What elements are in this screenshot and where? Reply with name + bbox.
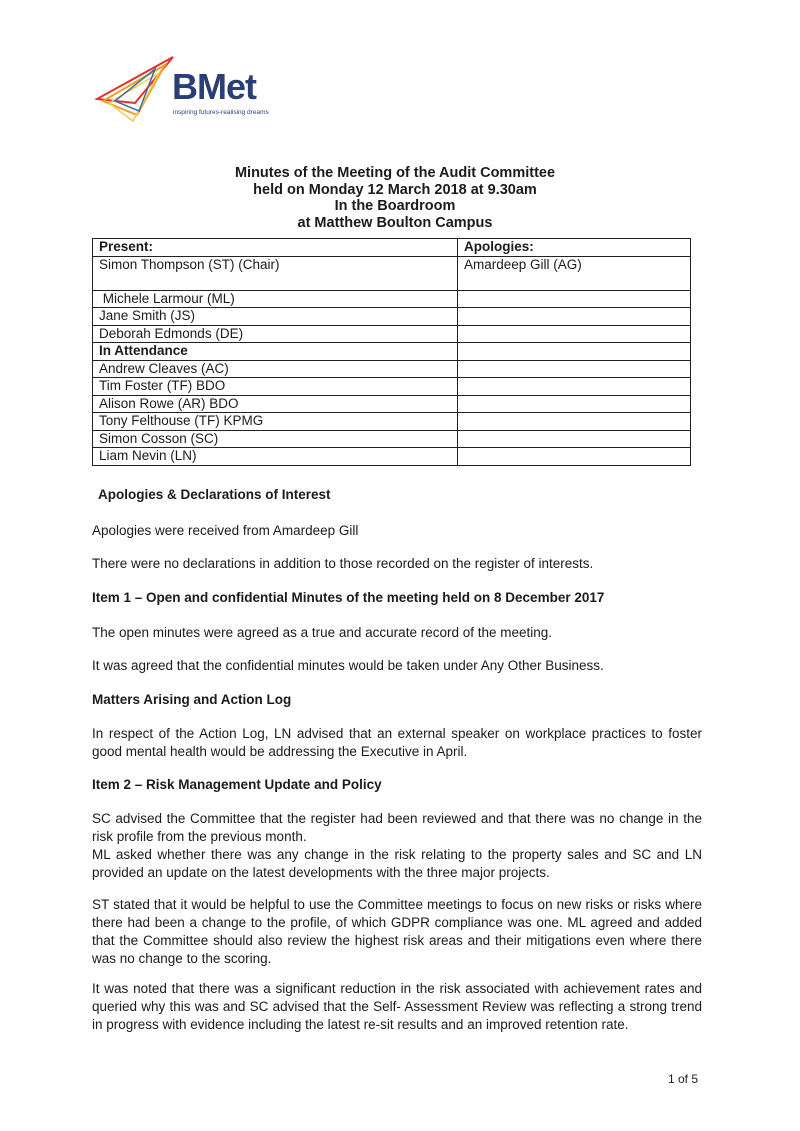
matters-paragraph: In respect of the Action Log, LN advised that an external speaker on workplace practices to foster good mental health would be addressing the Executive in April. bbox=[92, 726, 702, 759]
logo-swoosh-icon bbox=[95, 55, 175, 125]
in-attendance-label: In Attendance bbox=[93, 343, 458, 361]
present-cell: Simon Cosson (SC) bbox=[93, 430, 458, 448]
present-cell: Andrew Cleaves (AC) bbox=[93, 360, 458, 378]
bmet-logo bbox=[95, 55, 325, 125]
table-row bbox=[93, 430, 691, 448]
apology-cell bbox=[458, 430, 691, 448]
item2-paragraph-2: ST stated that it would be helpful to use the Committee meetings to focus on new risks or risks where there had been a change to the profile, of which GDPR compliance was one. ML agreed and added that the Committee should also review the highest risk areas and their mitigations even where there was no change to the scoring. bbox=[92, 897, 702, 966]
table-row bbox=[93, 448, 691, 466]
title-line-2: held on Monday 12 March 2018 at 9.30am bbox=[253, 181, 537, 198]
present-cell: Simon Thompson (ST) (Chair) bbox=[93, 256, 458, 290]
table-row bbox=[93, 256, 691, 290]
table-row bbox=[93, 360, 691, 378]
title-line-3: In the Boardroom bbox=[334, 198, 456, 214]
attendance-table bbox=[92, 238, 691, 466]
item2-paragraph-3: It was noted that there was a significant reduction in the risk associated with achievement rates and queried why this was and SC advised that the Self- Assessment Review was reflecting a strong trend in progress with evidence including the latest re-sit results and an improved retention rate. bbox=[92, 981, 702, 1032]
apology-cell bbox=[458, 413, 691, 431]
item2-paragraph-1a: SC advised the Committee that the register had been reviewed and that there was no change in the risk profile from the previous month. bbox=[92, 811, 702, 844]
present-cell: Michele Larmour (ML) bbox=[93, 290, 458, 308]
title-line-1: Minutes of the Meeting of the Audit Committee bbox=[234, 165, 556, 181]
item2-heading: Item 2 – Risk Management Update and Policy bbox=[92, 777, 382, 792]
item1-paragraph-2: It was agreed that the confidential minutes would be taken under Any Other Business. bbox=[92, 658, 604, 673]
apologies-header: Apologies: bbox=[458, 239, 691, 257]
table-header-row bbox=[93, 239, 691, 257]
table-row bbox=[93, 308, 691, 326]
present-cell: Tim Foster (TF) BDO bbox=[93, 378, 458, 396]
present-cell: Liam Nevin (LN) bbox=[93, 448, 458, 466]
apology-cell: Amardeep Gill (AG) bbox=[458, 256, 691, 290]
title-line-4: at Matthew Boulton Campus bbox=[297, 214, 493, 231]
table-row bbox=[93, 325, 691, 343]
present-header: Present: bbox=[93, 239, 458, 257]
logo-wordmark: BMet bbox=[172, 66, 256, 107]
apologies-paragraph: Apologies were received from Amardeep Gill bbox=[92, 523, 359, 538]
apologies-heading: Apologies & Declarations of Interest bbox=[98, 487, 331, 502]
apology-cell bbox=[458, 290, 691, 308]
present-cell: Tony Felthouse (TF) KPMG bbox=[93, 413, 458, 431]
table-row bbox=[93, 413, 691, 431]
document-title bbox=[0, 165, 790, 231]
matters-heading: Matters Arising and Action Log bbox=[92, 692, 292, 707]
apology-cell bbox=[458, 395, 691, 413]
item2-paragraph-1b: ML asked whether there was any change in the risk relating to the property sales and SC and LN provided an update on the latest developments with the three major projects. bbox=[92, 847, 702, 880]
present-cell: Jane Smith (JS) bbox=[93, 308, 458, 326]
present-cell: Alison Rowe (AR) BDO bbox=[93, 395, 458, 413]
present-cell: Deborah Edmonds (DE) bbox=[93, 325, 458, 343]
logo-tagline: inspiring futures-realising dreams bbox=[173, 109, 269, 116]
apology-cell bbox=[458, 360, 691, 378]
item1-heading: Item 1 – Open and confidential Minutes of the meeting held on 8 December 2017 bbox=[92, 590, 605, 605]
table-row bbox=[93, 290, 691, 308]
table-row bbox=[93, 343, 691, 361]
item1-paragraph-1: The open minutes were agreed as a true and accurate record of the meeting. bbox=[92, 625, 553, 640]
apology-cell bbox=[458, 308, 691, 326]
apology-cell bbox=[458, 378, 691, 396]
apology-cell bbox=[458, 325, 691, 343]
table-row bbox=[93, 395, 691, 413]
apology-cell bbox=[458, 448, 691, 466]
declarations-paragraph: There were no declarations in addition to those recorded on the register of interests. bbox=[92, 556, 594, 571]
apology-cell bbox=[458, 343, 691, 361]
page-number: 1 of 5 bbox=[668, 1072, 699, 1086]
table-row bbox=[93, 378, 691, 396]
